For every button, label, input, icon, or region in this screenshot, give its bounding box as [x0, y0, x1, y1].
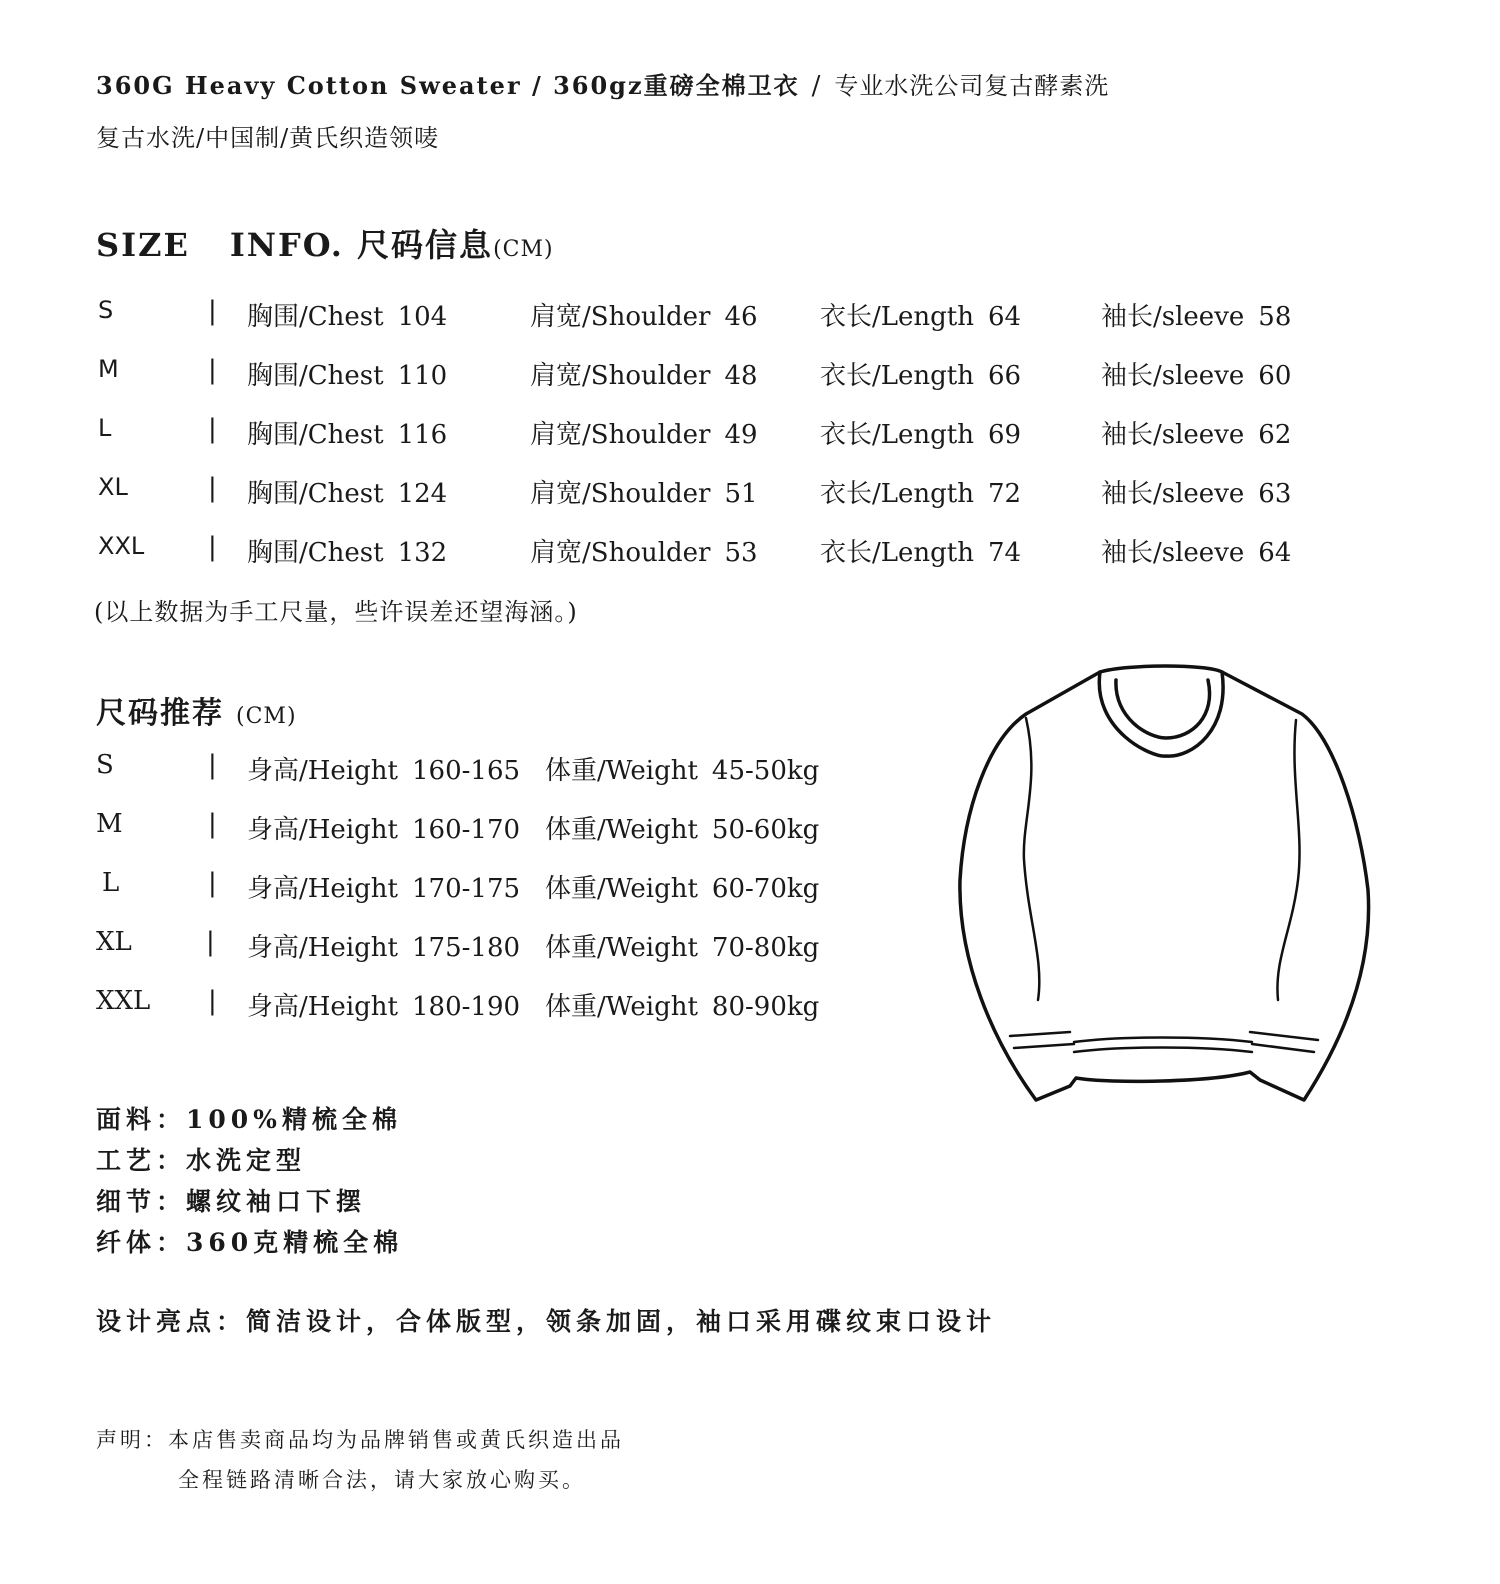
- sleeve-value: 64: [1258, 538, 1292, 568]
- height-value: 160-170: [411, 815, 521, 845]
- weight-range: [545, 927, 819, 964]
- size-label: S: [98, 296, 114, 324]
- height-range: [247, 927, 520, 964]
- size-label: XL: [98, 473, 128, 501]
- size-row-l: [0, 414, 1500, 454]
- size-label: M: [96, 809, 123, 839]
- shoulder-value: 51: [724, 479, 758, 509]
- shoulder-value: 46: [724, 302, 758, 332]
- shoulder-value: 48: [724, 361, 758, 391]
- length-measure: [820, 414, 1021, 451]
- size-row-s: [0, 296, 1500, 336]
- sleeve-label: 袖长/sleeve: [1101, 420, 1245, 450]
- chest-value: 124: [397, 479, 448, 509]
- shoulder-measure: [530, 355, 758, 392]
- length-value: 72: [988, 479, 1022, 509]
- size-label: XL: [96, 927, 132, 957]
- recommend-row-xxl: [0, 986, 940, 1026]
- chest-label: 胸围/Chest: [247, 420, 384, 450]
- size-recommendation-heading-text: 尺码推荐: [96, 696, 224, 731]
- size-label: M: [98, 355, 119, 383]
- chest-label: 胸围/Chest: [247, 361, 384, 391]
- weight-label: 体重/Weight: [545, 815, 698, 845]
- sleeve-measure: [1101, 296, 1291, 333]
- spec-weight: 纤体：360克精梳全棉: [96, 1228, 404, 1257]
- shoulder-value: 53: [724, 538, 758, 568]
- sleeve-measure: [1101, 414, 1291, 451]
- shoulder-label: 肩宽/Shoulder: [530, 302, 711, 332]
- size-info-heading: [96, 220, 554, 266]
- weight-range: [545, 986, 819, 1023]
- sleeve-label: 袖长/sleeve: [1101, 479, 1245, 509]
- size-row-xl: [0, 473, 1500, 513]
- size-label: XXL: [98, 532, 145, 560]
- sleeve-label: 袖长/sleeve: [1101, 361, 1245, 391]
- size-label: S: [96, 750, 114, 780]
- size-row-m: [0, 355, 1500, 395]
- length-label: 衣长/Length: [820, 538, 974, 568]
- sweatshirt-line-drawing-icon: [952, 660, 1382, 1108]
- shoulder-measure: [530, 414, 758, 451]
- chest-value: 104: [397, 302, 448, 332]
- height-label: 身高/Height: [247, 756, 398, 786]
- length-value: 74: [988, 538, 1022, 568]
- weight-label: 体重/Weight: [545, 874, 698, 904]
- measurement-note: (以上数据为手工尺量，些许误差还望海涵。): [94, 598, 578, 626]
- height-range: [247, 868, 520, 905]
- height-value: 175-180: [411, 933, 521, 963]
- length-measure: [820, 473, 1021, 510]
- height-value: 170-175: [411, 874, 521, 904]
- height-label: 身高/Height: [247, 992, 398, 1022]
- weight-value: 80-90kg: [711, 992, 820, 1022]
- weight-range: [545, 809, 819, 846]
- divider: |: [208, 986, 217, 1016]
- declaration-line-2: 全程链路清晰合法，请大家放心购买。: [178, 1468, 586, 1492]
- weight-value: 50-60kg: [711, 815, 820, 845]
- recommend-row-l: [0, 868, 940, 908]
- height-value: 180-190: [411, 992, 521, 1022]
- height-label: 身高/Height: [247, 874, 398, 904]
- divider: |: [208, 532, 217, 562]
- chest-measure: [247, 473, 447, 510]
- sleeve-value: 60: [1258, 361, 1292, 391]
- weight-value: 45-50kg: [711, 756, 820, 786]
- design-highlights: 设计亮点：简洁设计，合体版型，领条加固，袖口采用碟纹束口设计: [96, 1307, 997, 1336]
- spec-fabric: 面料：100%精梳全棉: [96, 1105, 402, 1134]
- size-recommendation-heading: [96, 688, 297, 732]
- size-info-unit: (CM): [493, 237, 554, 262]
- sleeve-measure: [1101, 473, 1291, 510]
- size-info-heading-main: SIZE: [96, 226, 190, 264]
- shoulder-label: 肩宽/Shoulder: [530, 420, 711, 450]
- length-measure: [820, 532, 1021, 569]
- shoulder-label: 肩宽/Shoulder: [530, 479, 711, 509]
- weight-value: 70-80kg: [711, 933, 820, 963]
- length-value: 69: [988, 420, 1022, 450]
- weight-label: 体重/Weight: [545, 933, 698, 963]
- recommend-row-m: [0, 809, 940, 849]
- chest-measure: [247, 355, 447, 392]
- weight-range: [545, 868, 819, 905]
- length-label: 衣长/Length: [820, 361, 974, 391]
- height-label: 身高/Height: [247, 933, 398, 963]
- product-subtitle: 复古水洗/中国制/黄氏织造领唛: [96, 124, 440, 152]
- length-measure: [820, 355, 1021, 392]
- shoulder-measure: [530, 296, 758, 333]
- sleeve-measure: [1101, 355, 1291, 392]
- weight-value: 60-70kg: [711, 874, 820, 904]
- length-measure: [820, 296, 1021, 333]
- recommend-row-xl: [0, 927, 940, 967]
- sleeve-value: 63: [1258, 479, 1292, 509]
- length-label: 衣长/Length: [820, 479, 974, 509]
- height-value: 160-165: [411, 756, 521, 786]
- divider: |: [208, 296, 217, 326]
- chest-measure: [247, 414, 447, 451]
- size-label: XXL: [96, 986, 151, 1016]
- shoulder-measure: [530, 473, 758, 510]
- divider: |: [208, 414, 217, 444]
- shoulder-label: 肩宽/Shoulder: [530, 361, 711, 391]
- height-label: 身高/Height: [247, 815, 398, 845]
- recommend-row-s: [0, 750, 940, 790]
- size-label: L: [102, 868, 120, 898]
- length-label: 衣长/Length: [820, 420, 974, 450]
- spec-process: 工艺：水洗定型: [96, 1146, 307, 1175]
- size-recommendation-unit: (CM): [236, 704, 297, 729]
- weight-range: [545, 750, 819, 787]
- chest-measure: [247, 296, 447, 333]
- declaration-line-1: 声明：本店售卖商品均为品牌销售或黄氏织造出品: [96, 1428, 624, 1452]
- chest-measure: [247, 532, 447, 569]
- shoulder-value: 49: [724, 420, 758, 450]
- divider: |: [208, 750, 217, 780]
- length-value: 66: [988, 361, 1022, 391]
- shoulder-label: 肩宽/Shoulder: [530, 538, 711, 568]
- product-title: 360G Heavy Cotton Sweater / 360gz重磅全棉卫衣: [96, 71, 800, 100]
- chest-value: 110: [397, 361, 448, 391]
- weight-label: 体重/Weight: [545, 992, 698, 1022]
- sleeve-label: 袖长/sleeve: [1101, 538, 1245, 568]
- title-separator: /: [811, 71, 823, 101]
- length-label: 衣长/Length: [820, 302, 974, 332]
- divider: |: [208, 868, 217, 898]
- sleeve-label: 袖长/sleeve: [1101, 302, 1245, 332]
- sleeve-value: 58: [1258, 302, 1292, 332]
- chest-label: 胸围/Chest: [247, 302, 384, 332]
- weight-label: 体重/Weight: [545, 756, 698, 786]
- height-range: [247, 986, 520, 1023]
- divider: |: [208, 355, 217, 385]
- divider: |: [206, 927, 215, 957]
- size-info-heading-rest: INFO. 尺码信息: [229, 226, 494, 264]
- wash-process-note: 专业水洗公司复古酵素洗: [834, 72, 1110, 100]
- sleeve-value: 62: [1258, 420, 1292, 450]
- chest-value: 116: [397, 420, 448, 450]
- spec-detail: 细节：螺纹袖口下摆: [96, 1187, 367, 1216]
- length-value: 64: [988, 302, 1022, 332]
- shoulder-measure: [530, 532, 758, 569]
- divider: |: [208, 809, 217, 839]
- size-row-xxl: [0, 532, 1500, 572]
- divider: |: [208, 473, 217, 503]
- chest-value: 132: [397, 538, 448, 568]
- size-label: L: [98, 414, 112, 442]
- chest-label: 胸围/Chest: [247, 538, 384, 568]
- product-title-line: [96, 66, 1109, 101]
- chest-label: 胸围/Chest: [247, 479, 384, 509]
- height-range: [247, 750, 520, 787]
- sleeve-measure: [1101, 532, 1291, 569]
- height-range: [247, 809, 520, 846]
